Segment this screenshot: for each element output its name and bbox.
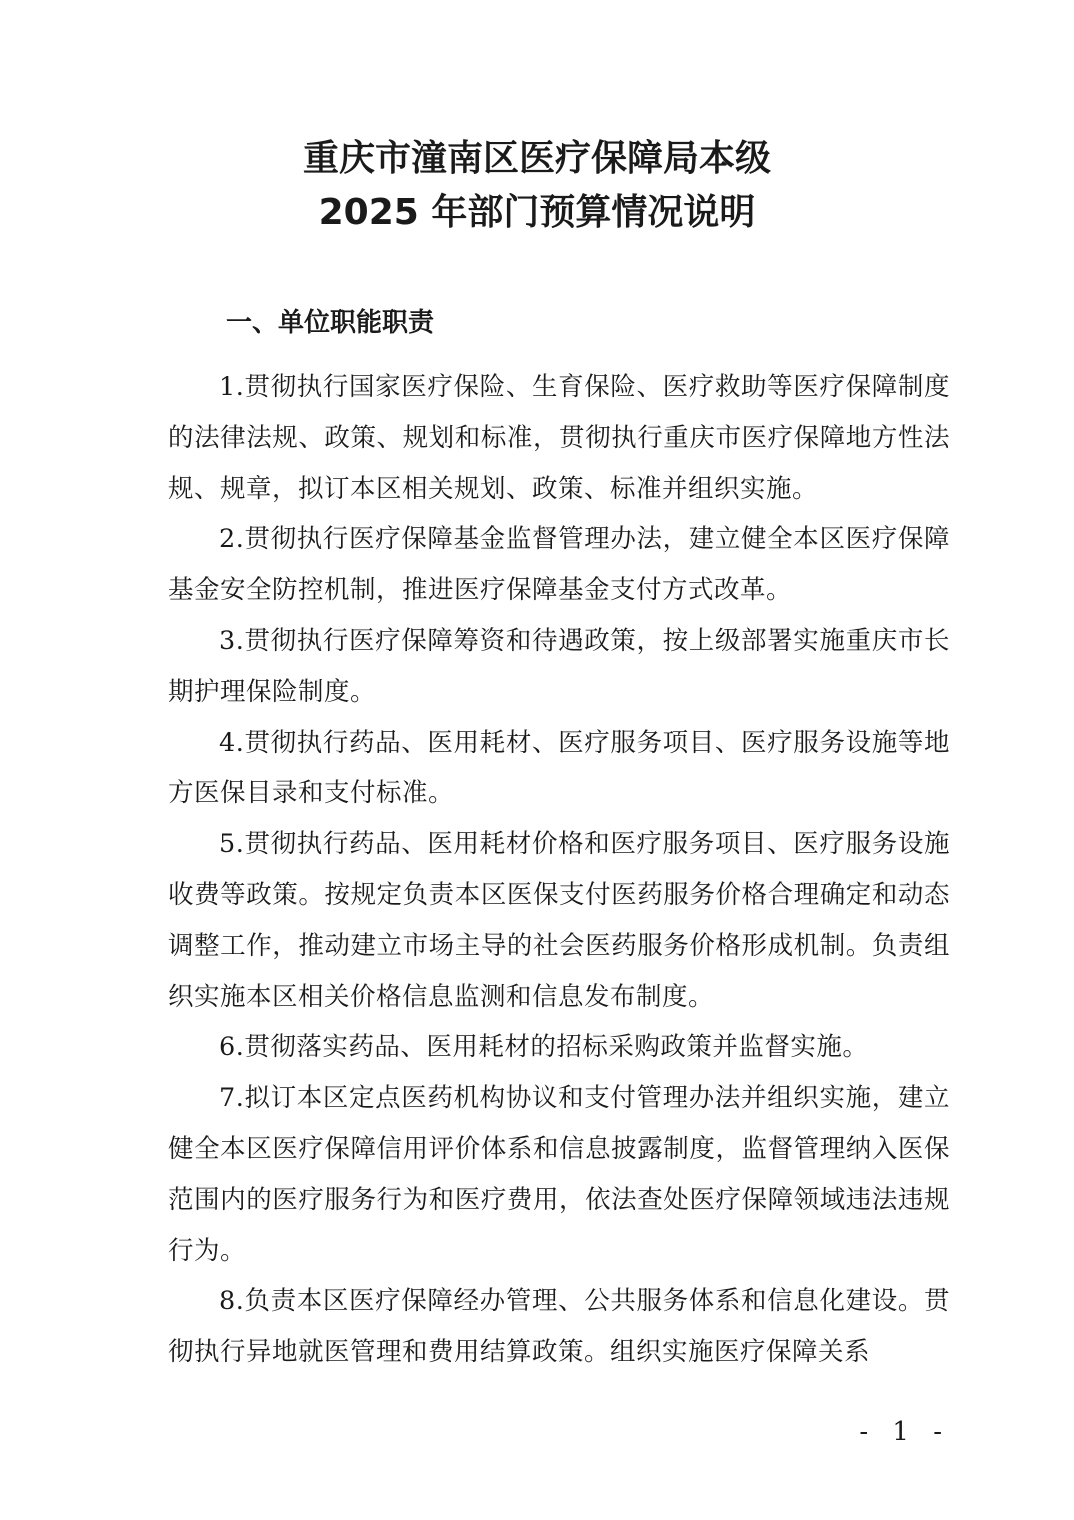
paragraph-3: 3.贯彻执行医疗保障筹资和待遇政策，按上级部署实施重庆市长期护理保险制度。 xyxy=(168,625,950,707)
paragraph-8: 8.负责本区医疗保障经办管理、公共服务体系和信息化建设。贯彻执行异地就医管理和费用结算政策。组织实施医疗保障关系 xyxy=(168,1286,950,1368)
paragraph-5: 5.贯彻执行药品、医用耗材价格和医疗服务项目、医疗服务设施收费等政策。按规定负责本区医保支付医药服务价格合理确定和动态调整工作，推动建立市场主导的社会医药服务价格形成机制。负责组织实施本区相关价格信息监测和信息发布制度。 xyxy=(168,829,950,1012)
paragraph-1: 1.贯彻执行国家医疗保险、生育保险、医疗救助等医疗保障制度的法律法规、政策、规划和标准，贯彻执行重庆市医疗保障地方性法规、规章，拟订本区相关规划、政策、标准并组织实施。 xyxy=(168,372,950,504)
paragraph-4: 4.贯彻执行药品、医用耗材、医疗服务项目、医疗服务设施等地方医保目录和支付标准。 xyxy=(168,727,950,809)
paragraph-7: 7.拟订本区定点医药机构协议和支付管理办法并组织实施，建立健全本区医疗保障信用评价体系和信息披露制度，监督管理纳入医保范围内的医疗服务行为和医疗费用，依法查处医疗保障领域违法违规行为。 xyxy=(168,1083,950,1266)
section-heading: 一、单位职能职责 xyxy=(226,308,435,338)
document-title-line2: 2025 年部门预算情况说明 xyxy=(318,192,756,233)
document-title-line1: 重庆市潼南区医疗保障局本级 xyxy=(302,138,771,179)
paragraph-2: 2.贯彻执行医疗保障基金监督管理办法，建立健全本区医疗保障基金安全防控机制，推进医疗保障基金支付方式改革。 xyxy=(168,524,950,606)
body-text xyxy=(168,362,950,1378)
paragraph-6: 6.贯彻落实药品、医用耗材的招标采购政策并监督实施。 xyxy=(219,1032,869,1063)
page-number: - 1 - xyxy=(859,1417,950,1447)
